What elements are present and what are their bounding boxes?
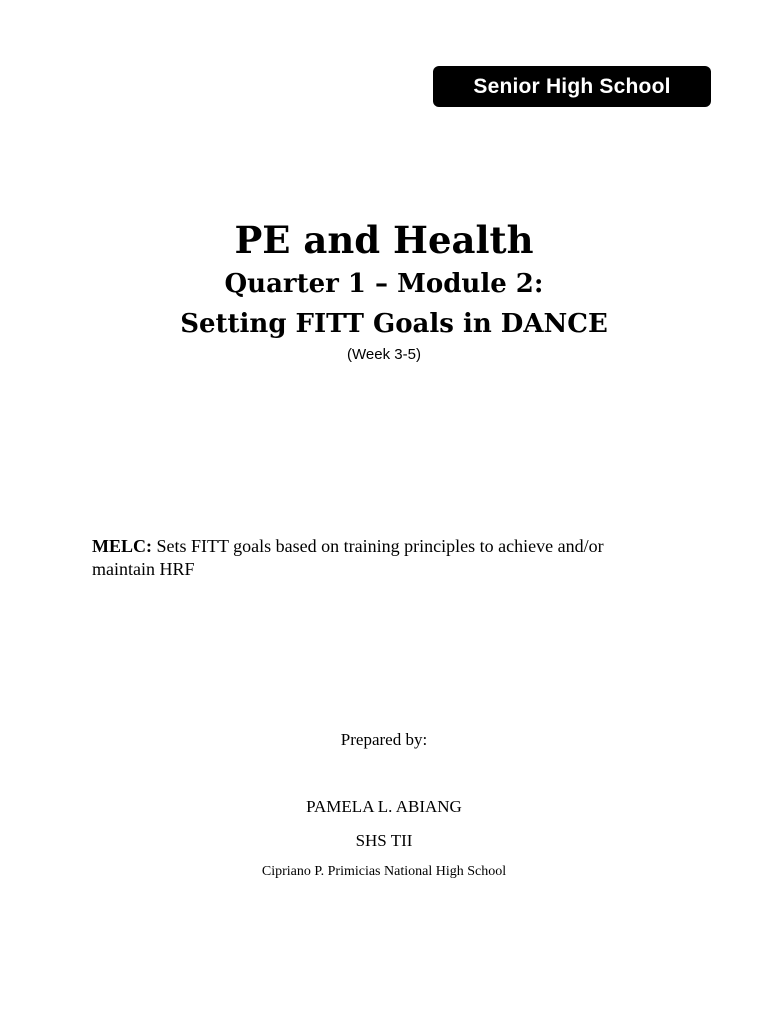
prepared-by-label: Prepared by:	[340, 730, 428, 749]
page-title: PE and Health	[234, 218, 534, 262]
melc-text: Sets FITT goals based on training principles to achieve and/or maintain HRF	[92, 536, 604, 579]
author-name: PAMELA L. ABIANG	[306, 797, 462, 816]
melc-label: MELC:	[92, 536, 152, 556]
quarter-module-subtitle: Quarter 1 – Module 2:	[224, 269, 544, 299]
melc-paragraph	[92, 535, 652, 581]
senior-high-school-badge	[433, 66, 711, 107]
module-title: Setting FITT Goals in DANCE	[180, 309, 608, 339]
school-name: Cipriano P. Primicias National High School	[261, 864, 507, 879]
badge-label: Senior High School	[473, 74, 671, 98]
week-range: (Week 3-5)	[347, 346, 421, 363]
author-position: SHS TII	[355, 831, 413, 850]
